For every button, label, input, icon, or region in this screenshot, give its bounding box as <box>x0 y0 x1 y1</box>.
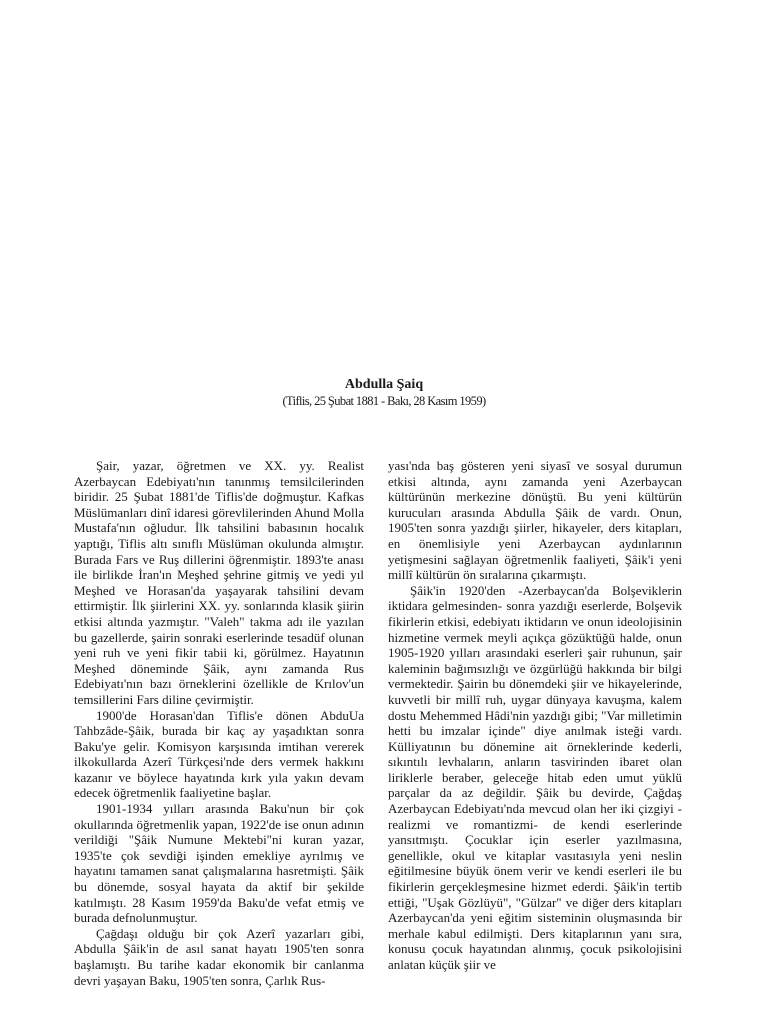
left-text-column <box>74 458 364 988</box>
page-subtitle: (Tiflis, 25 Şubat 1881 - Bakı, 28 Kasım 1959) <box>282 394 486 408</box>
paragraph: Çağdaşı olduğu bir çok Azerî yazarları gibi, Abdulla Şâik'in de asıl sanat hayatı 1905'ten sonra başlamıştı. Bu tarihe kadar ekonomik bir canlanma devri yaşayan Baku, 1905'ten sonra, Çarlık Rus- <box>74 925 364 988</box>
paragraph: 1901-1934 yılları arasında Baku'nun bir çok okullarında öğretmenlik yapan, 1922'de ise onun adının verildiği "Şâik Numune Mektebi"ni kuran yazar, 1935'te çok sevdiği işinden emekliye ayrılmış ve hayatını tamamen sanat çalışmalarına hasretmişti. Şâik bu dönemde, sosyal hayata da aktif bir şekilde katılmıştı. 28 Kasım 1959'da Baku'de vefat etmiş ve burada defnolunmuştur. <box>74 801 364 926</box>
paragraph: yası'nda baş gösteren yeni siyasî ve sosyal durumun etkisi altında, aynı zamanda yeni Azerbaycan kültürünün merkezine dönüştü. Bu yeni kültürün kurucuları arasında Abdulla Şâik de vardı. Onun, 1905'ten sonra yazdığı şiirler, hikayeler, ders kitapları, en önemlisiyle yeni Azerbaycan aydınlarının yetişmesini sağlayan öğretmenlik faaliyeti, Şâik'i yeni millî kültürün ön sıralarına çıkarmıştı. <box>388 458 682 583</box>
paragraph: 1900'de Horasan'dan Tiflis'e dönen AbduUa Tahbzâde-Şâik, burada bir kaç ay yaşadıktan sonra Baku'ye gelir. Komisyon karşısında imtihan vererek ilkokullarda Azerî Türkçesi'nde ders vermek hakkını kazanır ve böylece hayatında kırk yıla yakın devam edecek öğretmenlik faaliyetine başlar. <box>74 707 364 801</box>
paragraph: Şâik'in 1920'den -Azerbaycan'da Bolşeviklerin iktidara gelmesinden- sonra yazdığı eserlerde, Bolşevik fikirlerin etkisi, edebiyatı iktidarın ve onun ideolojisinin hizmetine vermek meyli açıkça gözüktüğü halde, onun 1905-1920 yılları arasındaki eserleri şair ruhunun, şair kaleminin bağımsızlığı ve özgürlüğü hakkında bir bilgi vermektedir. Şairin bu dönemdeki şiir ve hikayelerinde, kuvvetli bir millî ruh, uygar dünyaya kavuşma, kalem dostu Mehemmed Hâdi'nin yazdığı gibi; "Var milletimin hetti bu imzalar içinde" diye anılmak isteği vardı. Külliyatının bu dönemine ait örneklerinde kederli, sıkıntılı levhaların, anların tasvirinden ibaret olan liriklerle beraber, geleceğe hitab eden umut yüklü parçalar da az değildir. Şâik bu devirde, Çağdaş Azerbaycan Edebiyatı'nda mevcud olan her iki çizgiyi -realizmi ve romantizmi- de kendi eserlerinde yansıtmıştı. Çocuklar için eserler yazılmasına, genellikle, okul ve kitaplar vasıtasıyla yeni neslin eğitilmesine büyük önem verir ve kendi eserleri ile bu fikirlerin gerçekleşmesine hizmet ederdi. Şâik'in tertib ettiği, "Uşak Gözlüyü", "Gülzar" ve diğer ders kitapları Azerbaycan'da yeni eğitim sisteminin oluşmasında bir merhale kabul edilmişti. Ders kitaplarının yanı sıra, konusu çocuk hayatından alınmış, çocuk psikolojisini anlatan küçük şiir ve <box>388 582 682 972</box>
page-title: Abdulla Şaiq <box>344 377 424 392</box>
right-text-column <box>388 458 682 973</box>
paragraph: Şair, yazar, öğretmen ve XX. yy. Realist Azerbaycan Edebiyatı'nın tanınmış temsilcilerinden biridir. 25 Şubat 1881'de Tiflis'de doğmuştur. Kafkas Müslümanları dinî idaresi görevlilerinden Ahund Molla Mustafa'nın oğludur. İlk tahsilini babasının hocalık yaptığı, Tiflis altı sınıflı Müslüman okulunda almıştır. Burada Fars ve Ruş dillerini öğrenmiştir. 1893'te anası ile birlikde İran'ın Meşhed şehrine gitmiş ve yedi yıl Meşhed ve Horasan'da yaşayarak tahsilini devam ettirmiştir. İlk şiirlerini XX. yy. sonlarında klasik şiirin etkisi altında yazmıştır. "Valeh" takma adı ile yazılan bu gazellerde, şairin sonraki eserlerinde tesadüf olunan yeni ruh ve yeni fikir tabii ki, görülmez. Hayatının Meşhed döneminde Şâik, aynı zamanda Rus Edebiyatı'nın bazı örneklerini özellikle de Krılov'un temsillerini Fars diline çevirmiştir. <box>74 458 364 707</box>
